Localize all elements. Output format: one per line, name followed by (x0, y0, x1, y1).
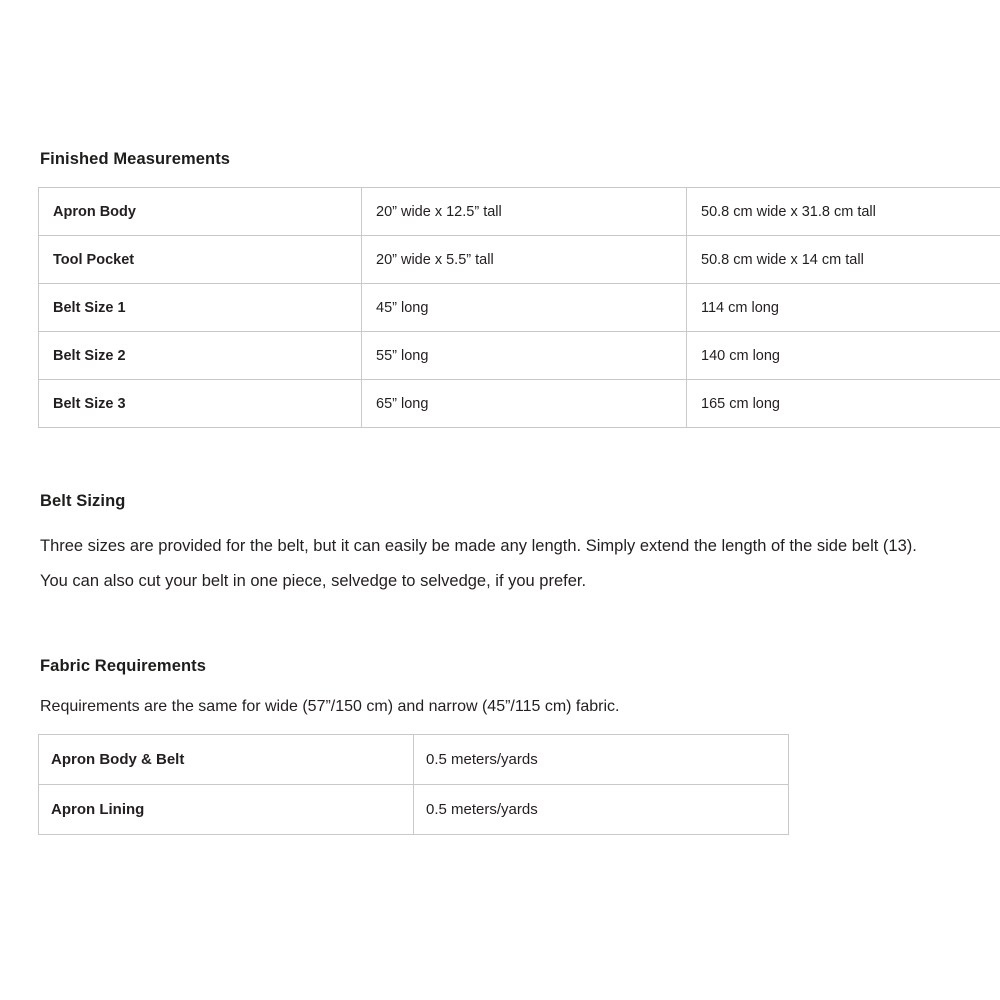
row-metric: 140 cm long (687, 332, 1000, 380)
finished-measurements-table (38, 187, 1000, 428)
row-label: Apron Body (39, 188, 362, 236)
table-row (39, 735, 789, 785)
fabric-requirements-note: Requirements are the same for wide (57”/150 cm) and narrow (45”/115 cm) fabric. (40, 698, 620, 715)
row-imperial: 20” wide x 12.5” tall (362, 188, 687, 236)
table-row (39, 380, 1000, 428)
spacer (38, 428, 964, 492)
fabric-requirements-heading: Fabric Requirements (40, 657, 207, 675)
fabric-requirements-table (38, 734, 789, 835)
row-value: 0.5 meters/yards (414, 785, 789, 835)
row-value: 0.5 meters/yards (414, 735, 789, 785)
spacer (38, 599, 964, 657)
row-label: Tool Pocket (39, 236, 362, 284)
row-imperial: 65” long (362, 380, 687, 428)
row-metric: 50.8 cm wide x 31.8 cm tall (687, 188, 1000, 236)
table-row (39, 284, 1000, 332)
finished-measurements-heading: Finished Measurements (40, 150, 231, 168)
row-label: Apron Lining (39, 785, 414, 835)
row-label: Apron Body & Belt (39, 735, 414, 785)
row-label: Belt Size 1 (39, 284, 362, 332)
table-row (39, 236, 1000, 284)
row-label: Belt Size 3 (39, 380, 362, 428)
table-row (39, 785, 789, 835)
row-metric: 114 cm long (687, 284, 1000, 332)
row-imperial: 55” long (362, 332, 687, 380)
belt-sizing-paragraph: Three sizes are provided for the belt, but it can easily be made any length. Simply extend the length of the side belt (13). You can also cut your belt in one piece, selvedge to selvedge, if you prefer. (40, 537, 917, 590)
row-metric: 165 cm long (687, 380, 1000, 428)
row-metric: 50.8 cm wide x 14 cm tall (687, 236, 1000, 284)
belt-sizing-heading: Belt Sizing (40, 492, 126, 510)
table-row (39, 332, 1000, 380)
row-imperial: 45” long (362, 284, 687, 332)
table-row (39, 188, 1000, 236)
row-label: Belt Size 2 (39, 332, 362, 380)
row-imperial: 20” wide x 5.5” tall (362, 236, 687, 284)
